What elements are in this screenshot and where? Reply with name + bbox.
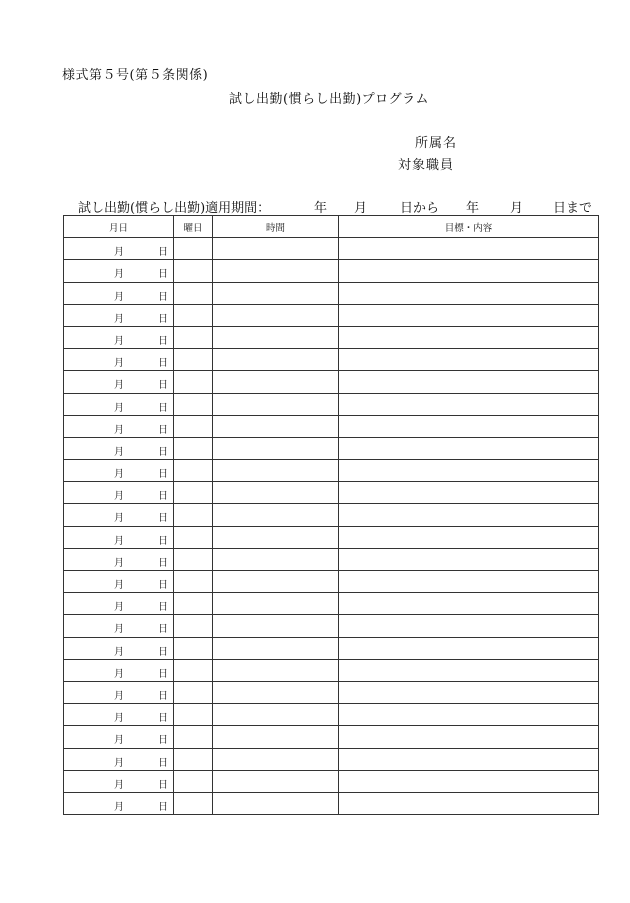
goal-cell[interactable] bbox=[339, 371, 599, 393]
date-cell[interactable] bbox=[64, 593, 174, 615]
weekday-cell[interactable] bbox=[174, 615, 213, 637]
period-year-from: 年 bbox=[314, 201, 328, 216]
weekday-cell[interactable] bbox=[174, 526, 213, 548]
day-mark: 日 bbox=[158, 713, 168, 725]
weekday-cell[interactable] bbox=[174, 637, 213, 659]
date-cell[interactable] bbox=[64, 571, 174, 593]
header-time: 時間 bbox=[213, 216, 339, 238]
date-cell[interactable] bbox=[64, 482, 174, 504]
date-cell[interactable] bbox=[64, 437, 174, 459]
day-mark: 日 bbox=[158, 247, 168, 259]
goal-cell[interactable] bbox=[339, 571, 599, 593]
month-mark: 月 bbox=[114, 557, 124, 569]
weekday-cell[interactable] bbox=[174, 704, 213, 726]
month-mark: 月 bbox=[114, 646, 124, 658]
affiliation-label: 所属名 bbox=[415, 136, 458, 151]
time-cell[interactable] bbox=[213, 282, 339, 304]
day-mark: 日 bbox=[158, 358, 168, 370]
table-row bbox=[64, 792, 599, 814]
month-mark: 月 bbox=[114, 757, 124, 769]
day-mark: 日 bbox=[158, 557, 168, 569]
period-label: 試し出勤(慣らし出勤)適用期間： bbox=[78, 201, 271, 216]
table-row bbox=[64, 304, 599, 326]
date-cell[interactable] bbox=[64, 371, 174, 393]
table-row bbox=[64, 349, 599, 371]
table-row bbox=[64, 238, 599, 260]
date-cell[interactable] bbox=[64, 681, 174, 703]
day-mark: 日 bbox=[158, 402, 168, 414]
day-mark: 日 bbox=[158, 735, 168, 747]
table-row bbox=[64, 526, 599, 548]
period-month-until: 月 bbox=[510, 201, 524, 216]
time-cell[interactable] bbox=[213, 704, 339, 726]
day-mark: 日 bbox=[158, 668, 168, 680]
goal-cell[interactable] bbox=[339, 748, 599, 770]
date-cell[interactable] bbox=[64, 659, 174, 681]
date-cell[interactable] bbox=[64, 792, 174, 814]
date-cell[interactable] bbox=[64, 748, 174, 770]
goal-cell[interactable] bbox=[339, 304, 599, 326]
table-row bbox=[64, 615, 599, 637]
target-staff-label: 対象職員 bbox=[398, 158, 455, 173]
month-mark: 月 bbox=[114, 580, 124, 591]
table-row bbox=[64, 770, 599, 792]
goal-cell[interactable] bbox=[339, 637, 599, 659]
weekday-cell[interactable] bbox=[174, 770, 213, 792]
month-mark: 月 bbox=[114, 291, 124, 303]
date-cell[interactable] bbox=[64, 238, 174, 260]
table-row bbox=[64, 681, 599, 703]
goal-cell[interactable] bbox=[339, 437, 599, 459]
day-mark: 日 bbox=[158, 690, 168, 702]
day-mark: 日 bbox=[158, 602, 168, 614]
day-mark: 日 bbox=[158, 646, 168, 658]
date-cell[interactable] bbox=[64, 526, 174, 548]
month-mark: 月 bbox=[114, 535, 124, 547]
time-cell[interactable] bbox=[213, 615, 339, 637]
time-cell[interactable] bbox=[213, 659, 339, 681]
time-cell[interactable] bbox=[213, 504, 339, 526]
table-row bbox=[64, 371, 599, 393]
date-cell[interactable] bbox=[64, 770, 174, 792]
weekday-cell[interactable] bbox=[174, 504, 213, 526]
day-mark: 日 bbox=[158, 424, 168, 436]
form-number: 様式第５号(第５条関係) bbox=[62, 68, 209, 83]
day-mark: 日 bbox=[158, 779, 168, 791]
weekday-cell[interactable] bbox=[174, 571, 213, 593]
month-mark: 月 bbox=[114, 801, 124, 813]
day-mark: 日 bbox=[158, 624, 168, 636]
weekday-cell[interactable] bbox=[174, 371, 213, 393]
goal-cell[interactable] bbox=[339, 548, 599, 570]
weekday-cell[interactable] bbox=[174, 238, 213, 260]
period-day-until: 日まで bbox=[553, 201, 593, 216]
table-row bbox=[64, 548, 599, 570]
goal-cell[interactable] bbox=[339, 770, 599, 792]
weekday-cell[interactable] bbox=[174, 548, 213, 570]
month-mark: 月 bbox=[114, 380, 124, 392]
table-header-row bbox=[64, 216, 599, 238]
table-row bbox=[64, 326, 599, 348]
time-cell[interactable] bbox=[213, 770, 339, 792]
day-mark: 日 bbox=[158, 269, 168, 281]
time-cell[interactable] bbox=[213, 437, 339, 459]
weekday-cell[interactable] bbox=[174, 659, 213, 681]
month-mark: 月 bbox=[114, 513, 124, 525]
goal-cell[interactable] bbox=[339, 704, 599, 726]
goal-cell[interactable] bbox=[339, 526, 599, 548]
time-cell[interactable] bbox=[213, 726, 339, 748]
month-mark: 月 bbox=[114, 779, 124, 791]
day-mark: 日 bbox=[158, 801, 168, 813]
time-cell[interactable] bbox=[213, 415, 339, 437]
table-row bbox=[64, 282, 599, 304]
weekday-cell[interactable] bbox=[174, 681, 213, 703]
goal-cell[interactable] bbox=[339, 593, 599, 615]
weekday-cell[interactable] bbox=[174, 282, 213, 304]
period-month-from: 月 bbox=[354, 201, 368, 216]
period-day-from: 日から bbox=[400, 201, 440, 216]
goal-cell[interactable] bbox=[339, 415, 599, 437]
page-title: 試し出勤(慣らし出勤)プログラム bbox=[229, 92, 430, 107]
goal-cell[interactable] bbox=[339, 260, 599, 282]
weekday-cell[interactable] bbox=[174, 593, 213, 615]
table-row bbox=[64, 659, 599, 681]
time-cell[interactable] bbox=[213, 571, 339, 593]
weekday-cell[interactable] bbox=[174, 792, 213, 814]
goal-cell[interactable] bbox=[339, 659, 599, 681]
table-row bbox=[64, 571, 599, 593]
month-mark: 月 bbox=[114, 313, 124, 325]
header-date: 月日 bbox=[64, 216, 174, 238]
date-cell[interactable] bbox=[64, 637, 174, 659]
table-row bbox=[64, 593, 599, 615]
weekday-cell[interactable] bbox=[174, 482, 213, 504]
date-cell[interactable] bbox=[64, 415, 174, 437]
time-cell[interactable] bbox=[213, 460, 339, 482]
table-row bbox=[64, 726, 599, 748]
time-cell[interactable] bbox=[213, 792, 339, 814]
day-mark: 日 bbox=[158, 580, 168, 591]
goal-cell[interactable] bbox=[339, 326, 599, 348]
time-cell[interactable] bbox=[213, 637, 339, 659]
table-row bbox=[64, 637, 599, 659]
goal-cell[interactable] bbox=[339, 726, 599, 748]
weekday-cell[interactable] bbox=[174, 460, 213, 482]
date-cell[interactable] bbox=[64, 349, 174, 371]
day-mark: 日 bbox=[158, 757, 168, 769]
weekday-cell[interactable] bbox=[174, 437, 213, 459]
application-period bbox=[78, 197, 608, 216]
date-cell[interactable] bbox=[64, 704, 174, 726]
time-cell[interactable] bbox=[213, 393, 339, 415]
date-cell[interactable] bbox=[64, 460, 174, 482]
goal-cell[interactable] bbox=[339, 482, 599, 504]
time-cell[interactable] bbox=[213, 260, 339, 282]
goal-cell[interactable] bbox=[339, 349, 599, 371]
day-mark: 日 bbox=[158, 291, 168, 303]
time-cell[interactable] bbox=[213, 238, 339, 260]
table-row bbox=[64, 748, 599, 770]
month-mark: 月 bbox=[114, 335, 124, 347]
day-mark: 日 bbox=[158, 446, 168, 458]
schedule-table bbox=[63, 215, 599, 815]
time-cell[interactable] bbox=[213, 349, 339, 371]
day-mark: 日 bbox=[158, 380, 168, 392]
time-cell[interactable] bbox=[213, 681, 339, 703]
table-row bbox=[64, 504, 599, 526]
table-body bbox=[64, 238, 599, 815]
time-cell[interactable] bbox=[213, 548, 339, 570]
month-mark: 月 bbox=[114, 424, 124, 436]
goal-cell[interactable] bbox=[339, 460, 599, 482]
month-mark: 月 bbox=[114, 735, 124, 747]
goal-cell[interactable] bbox=[339, 238, 599, 260]
date-cell[interactable] bbox=[64, 615, 174, 637]
time-cell[interactable] bbox=[213, 371, 339, 393]
weekday-cell[interactable] bbox=[174, 260, 213, 282]
date-cell[interactable] bbox=[64, 548, 174, 570]
period-year-until: 年 bbox=[466, 201, 480, 216]
goal-cell[interactable] bbox=[339, 282, 599, 304]
month-mark: 月 bbox=[114, 469, 124, 481]
month-mark: 月 bbox=[114, 602, 124, 614]
weekday-cell[interactable] bbox=[174, 748, 213, 770]
goal-cell[interactable] bbox=[339, 792, 599, 814]
date-cell[interactable] bbox=[64, 304, 174, 326]
table-row bbox=[64, 393, 599, 415]
weekday-cell[interactable] bbox=[174, 304, 213, 326]
table-row bbox=[64, 260, 599, 282]
month-mark: 月 bbox=[114, 624, 124, 636]
table-row bbox=[64, 437, 599, 459]
table-row bbox=[64, 704, 599, 726]
weekday-cell[interactable] bbox=[174, 415, 213, 437]
day-mark: 日 bbox=[158, 313, 168, 325]
header-goal: 目標・内容 bbox=[339, 216, 599, 238]
month-mark: 月 bbox=[114, 690, 124, 702]
day-mark: 日 bbox=[158, 335, 168, 347]
weekday-cell[interactable] bbox=[174, 349, 213, 371]
month-mark: 月 bbox=[114, 358, 124, 370]
goal-cell[interactable] bbox=[339, 681, 599, 703]
month-mark: 月 bbox=[114, 402, 124, 414]
time-cell[interactable] bbox=[213, 326, 339, 348]
weekday-cell[interactable] bbox=[174, 726, 213, 748]
table-row bbox=[64, 482, 599, 504]
day-mark: 日 bbox=[158, 469, 168, 481]
weekday-cell[interactable] bbox=[174, 393, 213, 415]
header-weekday: 曜日 bbox=[174, 216, 213, 238]
month-mark: 月 bbox=[114, 247, 124, 259]
day-mark: 日 bbox=[158, 535, 168, 547]
date-cell[interactable] bbox=[64, 504, 174, 526]
weekday-cell[interactable] bbox=[174, 326, 213, 348]
goal-cell[interactable] bbox=[339, 504, 599, 526]
month-mark: 月 bbox=[114, 269, 124, 281]
month-mark: 月 bbox=[114, 668, 124, 680]
date-cell[interactable] bbox=[64, 726, 174, 748]
goal-cell[interactable] bbox=[339, 615, 599, 637]
goal-cell[interactable] bbox=[339, 393, 599, 415]
date-cell[interactable] bbox=[64, 393, 174, 415]
time-cell[interactable] bbox=[213, 593, 339, 615]
table-row bbox=[64, 460, 599, 482]
day-mark: 日 bbox=[158, 491, 168, 503]
time-cell[interactable] bbox=[213, 304, 339, 326]
date-cell[interactable] bbox=[64, 260, 174, 282]
month-mark: 月 bbox=[114, 713, 124, 725]
time-cell[interactable] bbox=[213, 526, 339, 548]
table-row bbox=[64, 415, 599, 437]
day-mark: 日 bbox=[158, 513, 168, 525]
date-cell[interactable] bbox=[64, 326, 174, 348]
date-cell[interactable] bbox=[64, 282, 174, 304]
time-cell[interactable] bbox=[213, 482, 339, 504]
time-cell[interactable] bbox=[213, 748, 339, 770]
month-mark: 月 bbox=[114, 446, 124, 458]
month-mark: 月 bbox=[114, 491, 124, 503]
